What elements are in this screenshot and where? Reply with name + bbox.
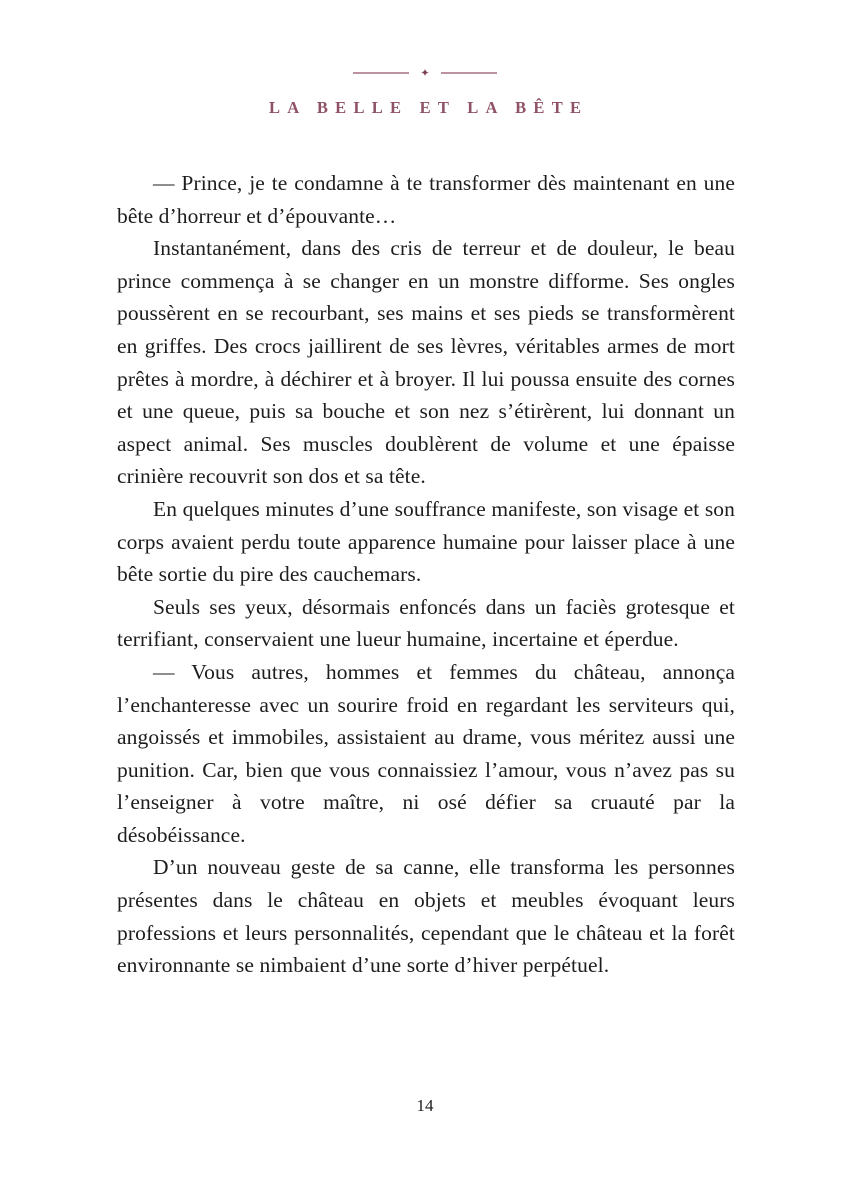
chapter-ornament [0, 66, 850, 80]
page-number: 14 [416, 1096, 434, 1115]
chapter-title: LA BELLE ET LA BÊTE [269, 98, 589, 117]
ornament-star-icon: ✦ [420, 66, 430, 79]
ornament-rule-left [353, 72, 409, 74]
paragraph: — Prince, je te condamne à te transformer dès maintenant en une bête d’horreur et d’épouvante… [117, 171, 735, 228]
paragraph: En quelques minutes d’une souffrance manifeste, son visage et son corps avaient perdu toute apparence humaine pour laisser place à une bête sortie du pire des cauchemars. [117, 496, 735, 587]
paragraph: D’un nouveau geste de sa canne, elle transforma les personnes présentes dans le château en objets et meubles évoquant leurs professions et leurs personnalités, cependant que le château et la forêt environnante se nimbaient d’une sorte d’hiver perpétuel. [117, 855, 735, 978]
paragraph: Instantanément, dans des cris de terreur et de douleur, le beau prince commença à se changer en un monstre difforme. Ses ongles poussèrent en se recourbant, ses mains et ses pieds se transformèrent en griffes. Des crocs jaillirent de ses lèvres, véritables armes de mort prêtes à mordre, à déchirer et à broyer. Il lui poussa ensuite des cornes et une queue, puis sa bouche et son nez s’étirèrent, lui donnant un aspect animal. Ses muscles doublèrent de volume et une épaisse crinière recouvrit son dos et sa tête. [117, 236, 735, 489]
body-text [117, 167, 735, 982]
paragraph: — Vous autres, hommes et femmes du château, annonça l’enchanteresse avec un sourire froid en regardant les serviteurs qui, angoissés et immobiles, assistaient au drame, vous méritez aussi une punition. Car, bien que vous connaissiez l’amour, vous n’avez pas su l’enseigner à votre maître, ni osé défier sa cruauté par la désobéissance. [117, 659, 735, 847]
paragraph: Seuls ses yeux, désormais enfoncés dans un faciès grotesque et terrifiant, conservaient une lueur humaine, incertaine et éperdue. [117, 594, 735, 652]
ornament-rule-right [441, 72, 497, 74]
